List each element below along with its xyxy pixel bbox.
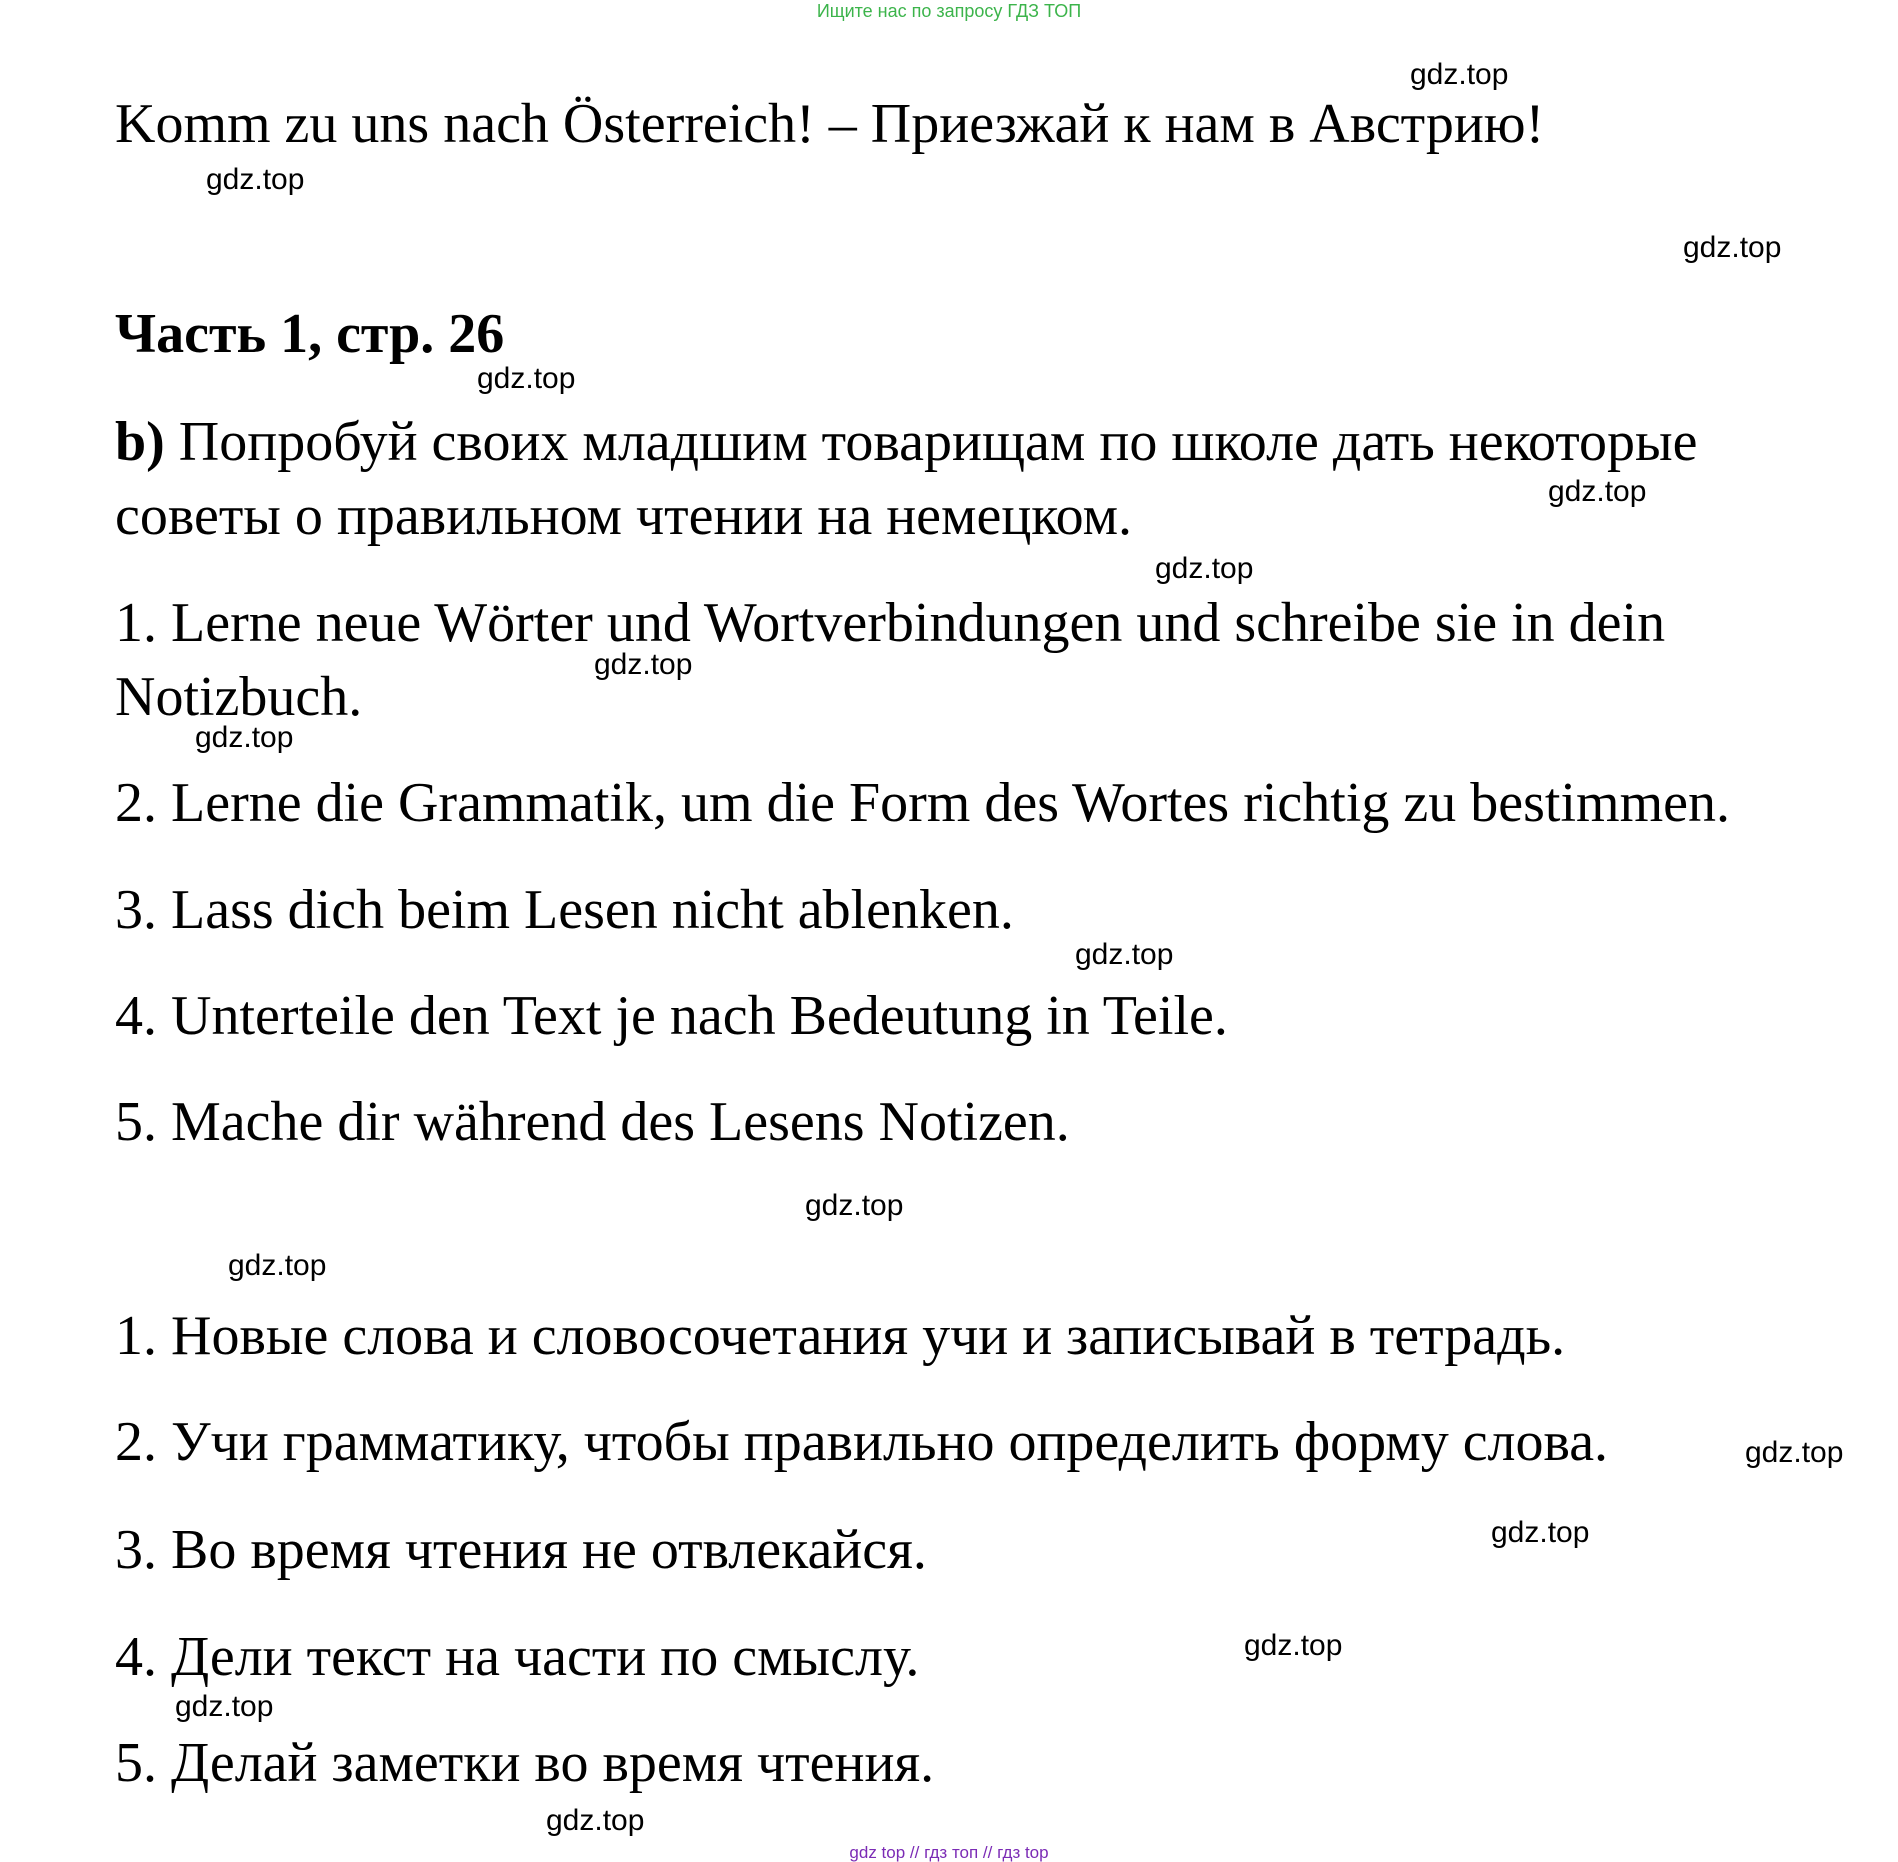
watermark: gdz.top (1548, 475, 1647, 508)
russian-item: 2. Учи грамматику, чтобы правильно определить форму слова. (115, 1411, 1609, 1473)
german-item: 1. Lerne neue Wörter und Wortverbindungen und schreibe sie in dein (115, 592, 1666, 654)
task-label: b) (115, 411, 165, 473)
watermark: gdz.top (228, 1249, 327, 1282)
german-item: 5. Mache dir während des Lesens Notizen. (115, 1091, 1070, 1153)
task-line-2: советы о правильном чтении на немецком. (115, 485, 1133, 547)
russian-item: 3. Во время чтения не отвлекайся. (115, 1519, 927, 1581)
top-banner: Ищите нас по запросу ГДЗ ТОП (816, 1, 1082, 21)
section-heading: Часть 1, стр. 26 (115, 303, 505, 365)
watermark: gdz.top (1745, 1436, 1844, 1469)
task-text-1: Попробуй своих младшим товарищам по школе дать некоторые (164, 411, 1698, 473)
watermark: gdz.top (1491, 1516, 1590, 1549)
watermark: gdz.top (1683, 231, 1782, 264)
watermark: gdz.top (546, 1804, 645, 1837)
watermark: gdz.top (477, 362, 576, 395)
watermark: gdz.top (805, 1189, 904, 1222)
footer: gdz top // гдз топ // гдз top (849, 1843, 1049, 1862)
watermark: gdz.top (195, 721, 294, 754)
watermark: gdz.top (175, 1690, 274, 1723)
watermark: gdz.top (1075, 938, 1174, 971)
german-item: Notizbuch. (115, 666, 363, 728)
watermark: gdz.top (206, 163, 305, 196)
watermark: gdz.top (1155, 552, 1254, 585)
task-line-1 (115, 410, 1697, 474)
russian-item: 1. Новые слова и словосочетания учи и записывай в тетрадь. (115, 1305, 1566, 1367)
watermark: gdz.top (1244, 1629, 1343, 1662)
russian-item: 4. Дели текст на части по смыслу. (115, 1626, 920, 1688)
page-title: Komm zu uns nach Österreich! – Приезжай к нам в Австрию! (115, 93, 1545, 155)
russian-item: 5. Делай заметки во время чтения. (115, 1732, 935, 1794)
german-item: 3. Lass dich beim Lesen nicht ablenken. (115, 879, 1014, 941)
german-item: 2. Lerne die Grammatik, um die Form des Wortes richtig zu bestimmen. (115, 772, 1730, 834)
watermark: gdz.top (594, 648, 693, 681)
watermark: gdz.top (1410, 58, 1509, 91)
german-item: 4. Unterteile den Text je nach Bedeutung in Teile. (115, 985, 1228, 1047)
